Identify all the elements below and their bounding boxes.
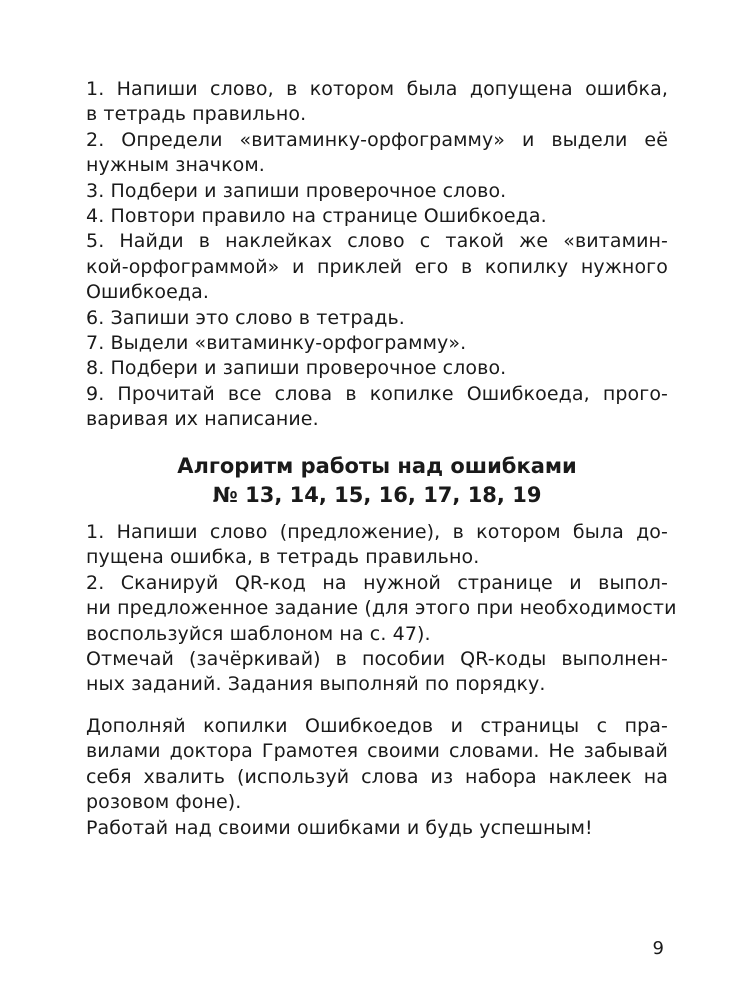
page-number: 9 [652, 938, 664, 959]
text-line: Ошибкоеда. [86, 281, 210, 304]
text-line: розовом фоне). [86, 791, 242, 814]
text-line: Работай над своими ошибками и будь успешным! [86, 816, 593, 839]
text-line: ных заданий. Задания выполняй по порядку. [86, 673, 546, 696]
instructions-list-2 [86, 520, 677, 698]
text-line: 7. Выдели «витаминку-орфограмму». [86, 331, 467, 354]
text-line: Дополняй копилки Ошибкоедов и страницы с пра- [86, 715, 668, 737]
text-line: 1. Напиши слово (предложение), в котором была до- [86, 521, 668, 543]
text-line: 2. Определи «витаминку-орфограмму» и выдели её [86, 128, 668, 151]
text-line: варивая их написание. [86, 408, 319, 431]
closing-paragraph [86, 714, 668, 841]
text-line: кой-орфограммой» и приклей его в копилку нужного [86, 255, 668, 278]
instructions-list-1 [86, 77, 668, 432]
text-line: воспользуйся шаблоном на с. 47). [86, 622, 431, 645]
text-line: Отмечай (зачёркивай) в пособии QR-коды выполнен- [86, 647, 668, 670]
heading-title: Алгоритм работы над ошибками [177, 454, 577, 478]
text-line: вилами доктора Грамотея своими словами. Не забывай [86, 740, 668, 763]
text-line: 1. Напиши слово, в котором была допущена ошибка, [86, 78, 668, 100]
text-line: себя хвалить (используй слова из набора наклеек на [86, 765, 668, 788]
text-line: в тетрадь правильно. [86, 103, 307, 126]
text-line: нужным значком. [86, 154, 265, 177]
section-heading [86, 452, 668, 510]
text-line: 2. Сканируй QR-код на нужной странице и выпол- [86, 571, 668, 594]
text-line: 6. Запиши это слово в тетрадь. [86, 306, 405, 329]
text-line: 3. Подбери и запиши проверочное слово. [86, 179, 507, 202]
text-line: 9. Прочитай все слова в копилке Ошибкоеда, прого- [86, 382, 668, 405]
heading-numbers: № 13, 14, 15, 16, 17, 18, 19 [212, 483, 542, 507]
text-line: 8. Подбери и запиши проверочное слово. [86, 357, 507, 380]
text-line: ни предложенное задание (для этого при необходимости [86, 597, 677, 620]
text-line: 5. Найди в наклейках слово с такой же «витамин- [86, 230, 668, 253]
text-line: 4. Повтори правило на странице Ошибкоеда. [86, 204, 547, 227]
text-line: пущена ошибка, в тетрадь правильно. [86, 546, 480, 569]
